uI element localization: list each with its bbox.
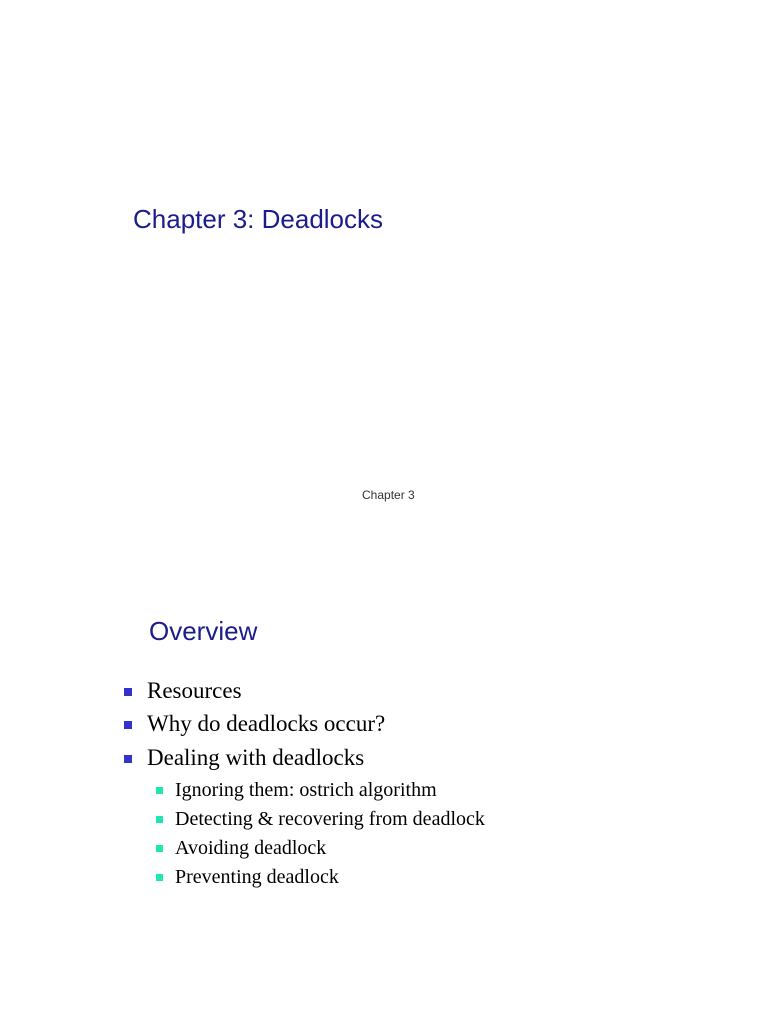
bullet-square-icon <box>124 755 132 763</box>
bullet-square-icon <box>156 787 163 794</box>
bullet-square-icon <box>124 721 132 729</box>
list-item-label: Ignoring them: ostrich algorithm <box>175 779 437 801</box>
bullet-square-icon <box>156 874 163 881</box>
list-item <box>147 709 385 739</box>
list-item-label: Detecting & recovering from deadlock <box>175 808 485 830</box>
overview-title: Overview <box>149 616 258 646</box>
bullet-square-icon <box>156 816 163 823</box>
list-item <box>175 864 339 890</box>
slide-footer: Chapter 3 <box>362 488 415 502</box>
slide-title: Chapter 3: Deadlocks <box>133 204 384 234</box>
list-item <box>175 806 485 832</box>
list-item <box>147 743 364 773</box>
list-item <box>175 835 326 861</box>
list-item-label: Preventing deadlock <box>175 866 339 888</box>
list-item-label: Why do deadlocks occur? <box>147 711 386 736</box>
list-item-label: Avoiding deadlock <box>175 837 327 859</box>
list-item-label: Resources <box>147 678 242 703</box>
list-item <box>147 676 242 706</box>
list-item-label: Dealing with deadlocks <box>147 745 365 770</box>
bullet-square-icon <box>156 845 163 852</box>
list-item <box>175 777 437 803</box>
bullet-square-icon <box>124 688 132 696</box>
